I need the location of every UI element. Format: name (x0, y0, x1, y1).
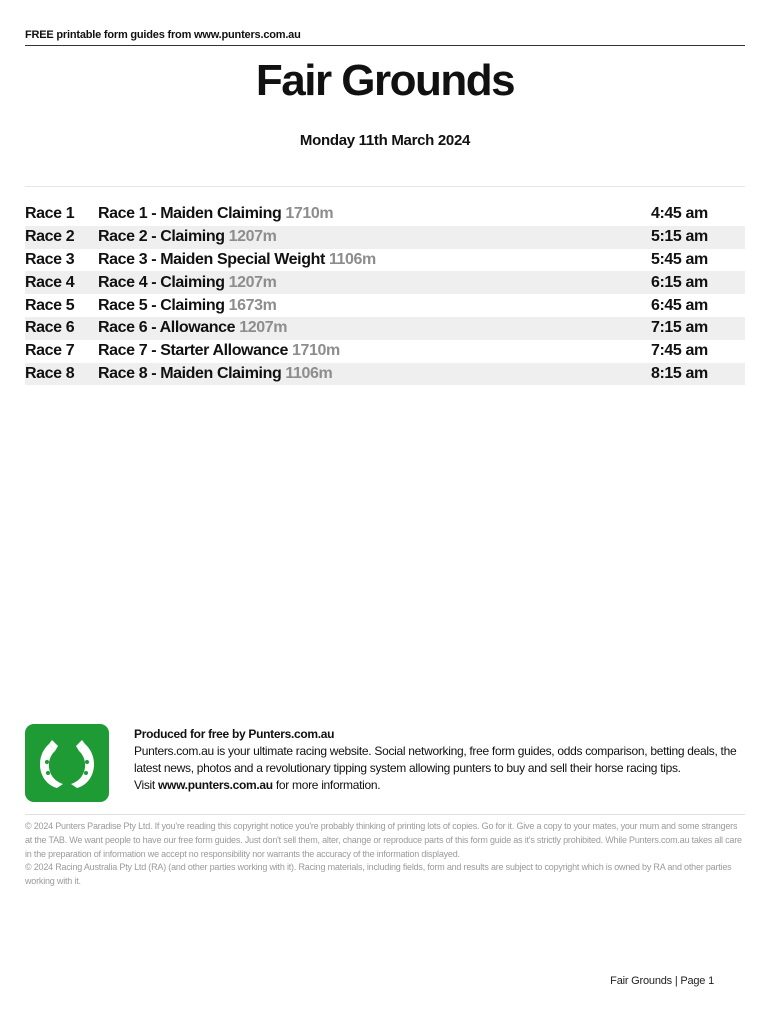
visit-suffix: for more information. (272, 778, 381, 792)
race-name-cell (98, 319, 651, 337)
punters-logo (25, 724, 109, 802)
race-name-cell (98, 297, 651, 315)
race-name: Race 5 - Claiming (98, 296, 225, 314)
race-name: Race 8 - Maiden Claiming (98, 364, 282, 382)
race-name: Race 1 - Maiden Claiming (98, 205, 282, 223)
race-distance: 1106m (328, 250, 376, 268)
race-time: 4:45 am (651, 205, 708, 223)
race-row (25, 363, 745, 386)
race-number: Race 7 (25, 342, 75, 360)
race-number: Race 1 (25, 205, 75, 223)
race-name-cell (98, 228, 651, 246)
race-name-cell (98, 365, 651, 383)
copyright-punters: © 2024 Punters Paradise Pty Ltd. If you're reading this copyright notice you're probably thinking of printing lots of copies. Go for it. Give a copy to your mates, your mum and some strangers at the TAB. We want people to have our free form guides. Just don't sell them, alter, change or reproduce parts of this form guide as it's strictly prohibited. While Punters.com.au takes all care in the preparation of information we accept no responsibility nor warrants the accuracy of the information displayed. (25, 821, 742, 859)
horseshoe-icon (25, 724, 109, 802)
punters-link[interactable]: www.punters.com.au (158, 778, 273, 792)
race-time: 6:45 am (651, 296, 708, 314)
race-number: Race 4 (25, 273, 75, 291)
race-name-cell (98, 205, 651, 223)
page-footer: Fair Grounds | Page 1 (610, 975, 714, 987)
copyright-racing-australia: © 2024 Racing Australia Pty Ltd (RA) (and other parties working with it). Racing materials, including fields, form and results are subject to copyright which is owned by RA and other parties working with it. (25, 862, 732, 887)
race-list (25, 203, 745, 385)
race-time: 5:45 am (651, 250, 708, 268)
visit-prefix: Visit (134, 778, 158, 792)
race-number: Race 8 (25, 364, 75, 382)
promo-visit (134, 777, 746, 794)
race-row (25, 294, 745, 317)
promo-title: Produced for free by Punters.com.au (134, 727, 335, 741)
race-time: 6:15 am (651, 273, 708, 291)
race-name: Race 4 - Claiming (98, 273, 225, 291)
promo-text (134, 726, 746, 794)
race-row (25, 249, 745, 272)
race-name-cell (98, 342, 651, 360)
race-distance: 1207m (228, 228, 277, 246)
race-row (25, 317, 745, 340)
race-distance: 1106m (285, 364, 333, 382)
race-row (25, 226, 745, 249)
race-date: Monday 11th March 2024 (299, 132, 471, 149)
race-time: 7:45 am (651, 342, 708, 360)
race-number: Race 2 (25, 228, 75, 246)
page-title: Fair Grounds (255, 56, 515, 105)
race-distance: 1710m (285, 205, 334, 223)
race-name: Race 3 - Maiden Special Weight (98, 250, 325, 268)
race-name: Race 2 - Claiming (98, 228, 225, 246)
race-name-cell (98, 251, 651, 269)
race-time: 7:15 am (651, 319, 708, 337)
race-distance: 1207m (228, 273, 277, 291)
race-time: 5:15 am (651, 228, 708, 246)
race-time: 8:15 am (651, 364, 708, 382)
race-name: Race 7 - Starter Allowance (98, 342, 288, 360)
race-row (25, 340, 745, 363)
race-name-cell (98, 274, 651, 292)
race-distance: 1207m (239, 319, 288, 337)
race-name: Race 6 - Allowance (98, 319, 236, 337)
header-text: FREE printable form guides from www.punters.com.au (25, 29, 745, 46)
copyright-notice (25, 814, 745, 889)
race-number: Race 3 (25, 250, 75, 268)
race-number: Race 6 (25, 319, 75, 337)
race-row (25, 271, 745, 294)
promo-body: Punters.com.au is your ultimate racing website. Social networking, free form guides, odds comparison, betting deals, the latest news, photos and a revolutionary tipping system allowing punters to buy and sell their horse racing tips. (134, 744, 737, 775)
race-number: Race 5 (25, 296, 75, 314)
divider (25, 186, 745, 187)
race-distance: 1673m (228, 296, 277, 314)
race-distance: 1710m (292, 342, 340, 360)
race-row (25, 203, 745, 226)
